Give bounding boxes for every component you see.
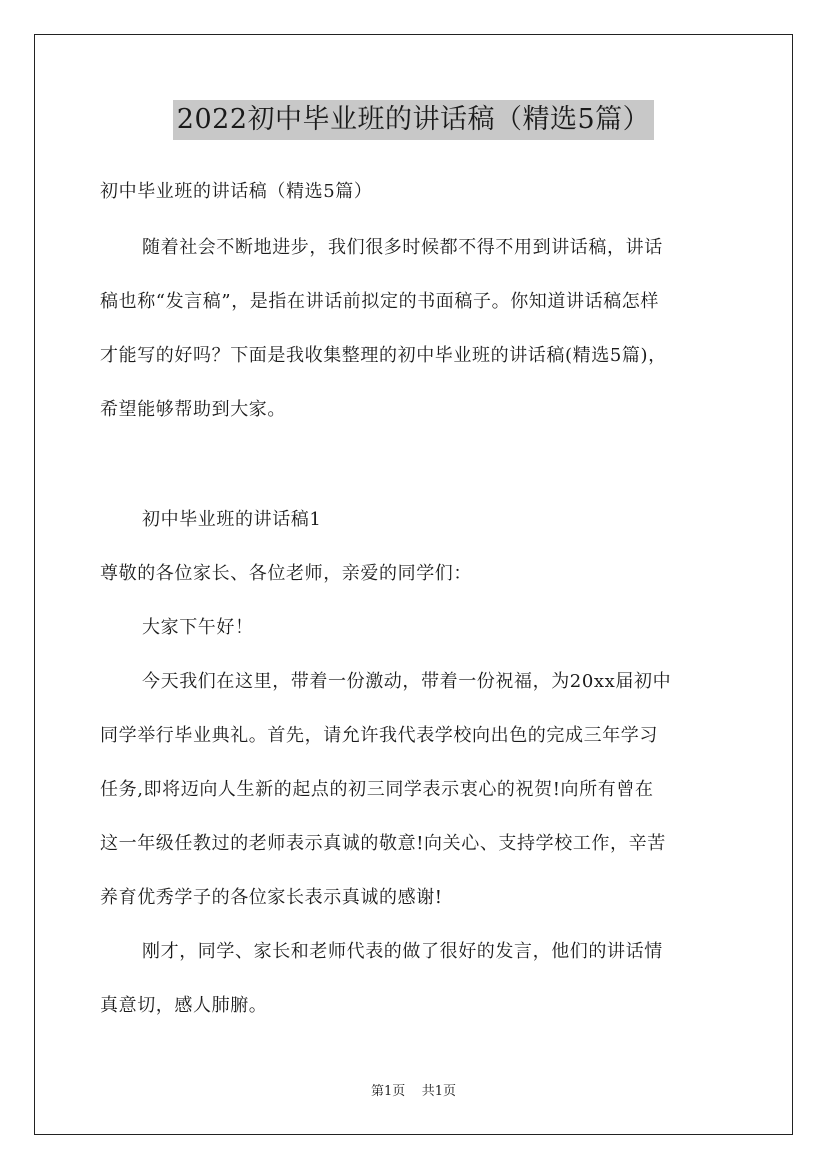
paragraph-line: 这一年级任教过的老师表示真诚的敬意!向关心、支持学校工作，辛苦	[100, 833, 666, 854]
paragraph-line: 任务,即将迈向人生新的起点的初三同学表示衷心的祝贺!向所有曾在	[100, 779, 654, 800]
greeting-line: 大家下午好！	[142, 617, 254, 638]
subtitle-line: 初中毕业班的讲话稿（精选5篇）	[100, 181, 373, 202]
salutation-line: 尊敬的各位家长、各位老师，亲爱的同学们：	[100, 563, 472, 584]
paragraph-line: 稿也称“发言稿”，是指在讲话前拟定的书面稿子。你知道讲话稿怎样	[100, 291, 660, 312]
page-footer	[0, 1083, 827, 1101]
document-title: 2022初中毕业班的讲话稿（精选5篇）	[173, 100, 654, 140]
paragraph-line: 才能写的好吗？下面是我收集整理的初中毕业班的讲话稿(精选5篇)，	[100, 345, 667, 366]
paragraph-line: 真意切，感人肺腑。	[100, 995, 268, 1016]
paragraph-line: 同学举行毕业典礼。首先，请允许我代表学校向出色的完成三年学习	[100, 725, 658, 746]
title-container	[0, 100, 827, 140]
paragraph-line: 刚才，同学、家长和老师代表的做了很好的发言，他们的讲话情	[142, 941, 663, 962]
section-heading: 初中毕业班的讲话稿1	[142, 509, 322, 530]
page-total: 共1页	[421, 1084, 457, 1099]
paragraph-line: 今天我们在这里，带着一份激动，带着一份祝福，为20xx届初中	[142, 671, 672, 692]
paragraph-line: 希望能够帮助到大家。	[100, 399, 286, 420]
page-number: 第1页	[370, 1084, 406, 1099]
paragraph-line: 随着社会不断地进步，我们很多时候都不得不用到讲话稿，讲话	[142, 237, 663, 258]
paragraph-line: 养育优秀学子的各位家长表示真诚的感谢!	[100, 887, 443, 908]
